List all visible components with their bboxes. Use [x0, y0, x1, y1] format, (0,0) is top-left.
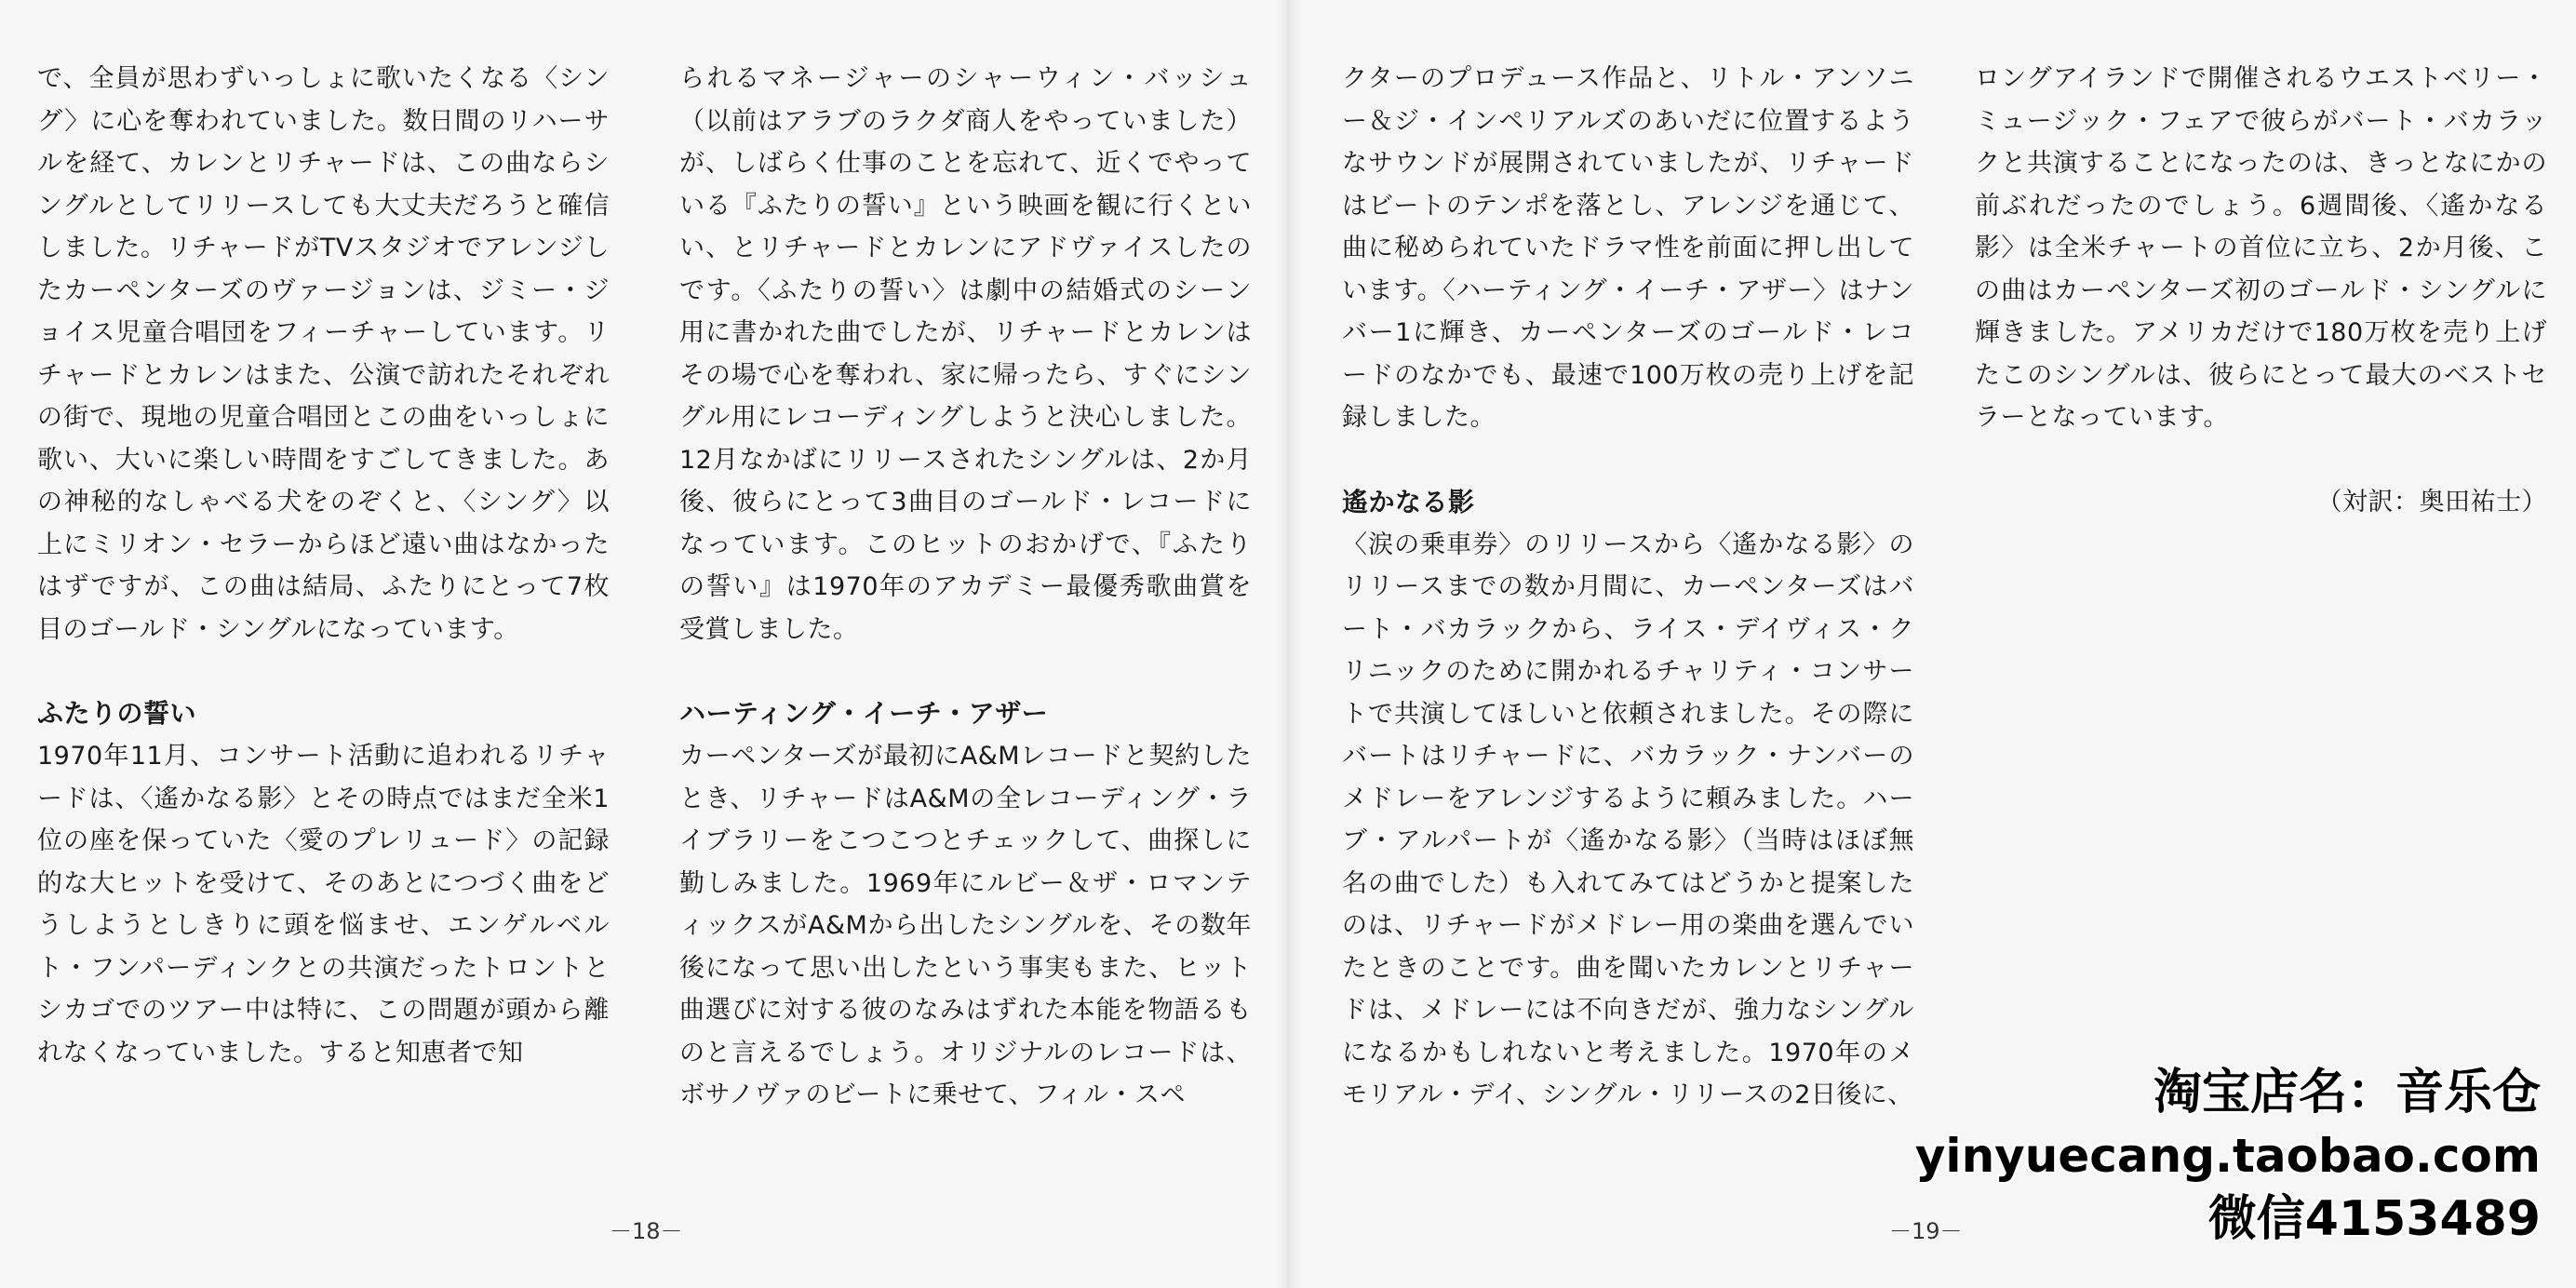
watermark-wechat: 微信4153489 [2207, 1191, 2541, 1247]
paragraph-hurting-each-other-cont: クターのプロデュース作品と、リトル・アンソニー＆ジ・インペリアルズのあいだに位置するようなサウンドが展開されていましたが、リチャードはビートのテンポを落とし、アレンジを通じて、曲に秘められていたドラマ性を前面に押し出しています。〈ハーティング・イーチ・アザー〉はナンバー1に輝き、カーペンターズのゴールド・レコードのなかでも、最速で100万枚の売り上げを記録しました。 [1342, 64, 1914, 432]
paragraph-close-to-you-cont: ロングアイランドで開催されるウエストベリー・ミュージック・フェアで彼らがバート・バカラックと共演することになったのは、きっとなにかの前ぶれだったのでしょう。6週間後、〈遙かなる影〉は全米チャートの首位に立ち、2か月後、この曲はカーペンターズ初のゴールド・シングルに輝きました。アメリカだけで180万枚を売り上げたこのシングルは、彼らにとって最大のベストセラーとなっています。 [1975, 64, 2547, 432]
paragraph-futari-no-chikai-cont: られるマネージャーのシャーウィン・バッシュ（以前はアラブのラクダ商人をやっていました）が、しばらく仕事のことを忘れて、近くでやっている『ふたりの誓い』という映画を観に行くといい、とリチャードとカレンにアドヴァイスしたのです。〈ふたりの誓い〉は劇中の結婚式のシーン用に書かれた曲でしたが、リチャードとカレンはその場で心を奪われ、家に帰ったら、すぐにシングル用にレコーディングしようと決心しました。12月なかばにリリースされたシングルは、2か月後、彼らにとって3曲目のゴールド・レコードになっています。このヒットのおかげで、『ふたりの誓い』は1970年のアカデミー最優秀歌曲賞を受賞しました。 [679, 64, 1252, 644]
page-number-18: －18－ [610, 1218, 683, 1244]
heading-hurting-each-other: ハーティング・イーチ・アザー [679, 698, 1049, 729]
paragraph-sing: で、全員が思わずいっしょに歌いたくなる〈シング〉に心を奪われていました。数日間のリハーサルを経て、カレンとリチャードは、この曲ならシングルとしてリリースしても大丈夫だろうと確信しました。リチャードがTVスタジオでアレンジしたカーペンターズのヴァージョンは、ジミー・ジョイス児童合唱団をフィーチャーしています。リチャードとカレンはまた、公演で訪れたそれぞれの街で、現地の児童合唱団とこの曲をいっしょに歌い、大いに楽しい時間をすごしてきました。あの神秘的なしゃべる犬をのぞくと、〈シング〉以上にミリオン・セラーからほど遠い曲はなかったはずですが、この曲は結局、ふたりにとって7枚目のゴールド・シングルになっています。 [37, 64, 610, 644]
column-2 [679, 58, 1252, 1117]
paragraph-close-to-you: 〈涙の乗車券〉のリリースから〈遙かなる影〉のリリースまでの数か月間に、カーペンターズはバート・バカラックから、ライス・デイヴィス・クリニックのために開かれるチャリティ・コンサートで共演してほしいと依頼されました。その際にバートはリチャードに、バカラック・ナンバーのメドレーをアレンジするように頼みました。ハーブ・アルパートが〈遙かなる影〉（当時はほぼ無名の曲でした）も入れてみてはどうかと提案したのは、リチャードがメドレー用の楽曲を選んでいたときのことです。曲を聞いたカレンとリチャードは、メドレーには不向きだが、強力なシングルになるかもしれないと考えました。1970年のメモリアル・デイ、シングル・リリースの2日後に、 [1342, 530, 1914, 1109]
book-gutter [1275, 0, 1301, 1288]
watermark-shop-name: 淘宝店名：音乐仓 [2153, 1065, 2541, 1120]
watermark-url: yinyuecang.taobao.com [1914, 1129, 2541, 1183]
shop-watermark [1915, 1061, 2541, 1251]
column-4 [1975, 58, 2547, 523]
page-number-19: －19－ [1889, 1218, 1963, 1244]
heading-futari-no-chikai: ふたりの誓い [37, 698, 197, 729]
column-1 [37, 58, 610, 1074]
heading-close-to-you: 遙かなる影 [1342, 486, 1475, 517]
column-3 [1342, 58, 1914, 1117]
paragraph-hurting-each-other: カーペンターズが最初にA&Mレコードと契約したとき、リチャードはA&Mの全レコーディング・ライブラリーをこつこつとチェックして、曲探しに勤しみました。1969年にルビー＆ザ・ロマンティックスがA&Mから出したシングルを、その数年後になって思い出したという事実もまた、ヒット曲選びに対する彼のなみはずれた本能を物語るものと言えるでしょう。オリジナルのレコードは、ボサノヴァのビートに乗せて、フィル・スペ [679, 742, 1252, 1109]
translator-credit: （対訳：奥田祐士） [2316, 487, 2547, 517]
paragraph-futari-no-chikai: 1970年11月、コンサート活動に追われるリチャードは、〈遙かなる影〉とその時点ではまだ全米1位の座を保っていた〈愛のプレリュード〉の記録的な大ヒットを受けて、そのあとにつづく曲をどうしようとしきりに頭を悩ませ、エンゲルベルト・フンパーディンクとの共演だったトロントとシカゴでのツアー中は特に、この問題が頭から離れなくなっていました。すると知恵者で知 [37, 742, 610, 1067]
